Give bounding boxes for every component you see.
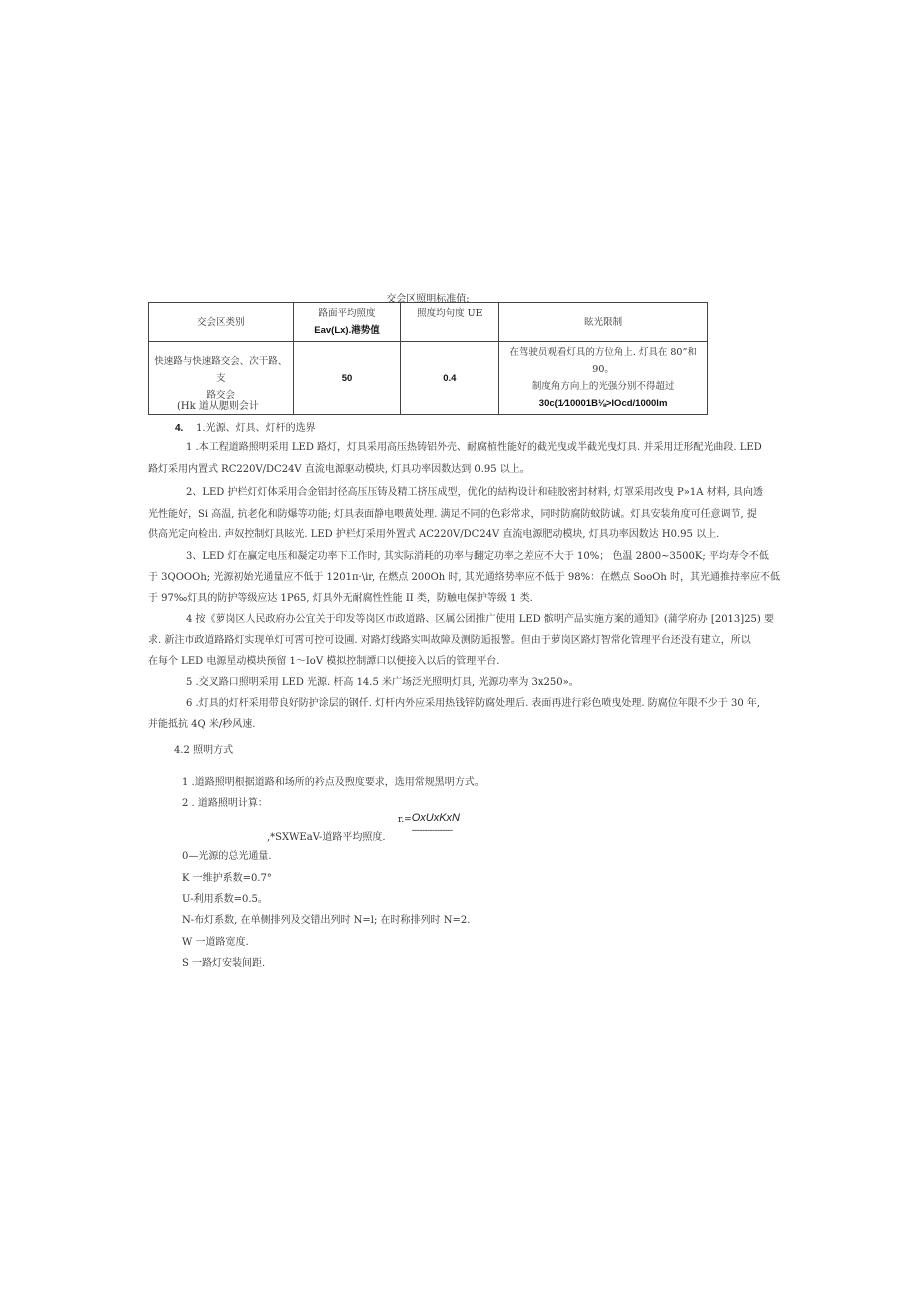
paragraph-4-line-2: 求. 新注市政道路路灯实现单灯可霄可控可设圃. 对路灯线路实叫故障及测防逅报警。但由于萝岗区路灯智常化管理平台还没有建立，所以 xyxy=(148,635,751,646)
definition-s: S 一路灯安装间距. xyxy=(182,958,266,969)
cell-eav: 50 xyxy=(293,342,401,415)
section-4-1-heading: 4. 1.光源、灯具、灯杆的选界 xyxy=(175,423,316,434)
definition-n: N-布灯系数, 在单侧排列及交错出列时 N=l; 在时称排列时 N=2. xyxy=(182,915,471,926)
paragraph-2-line-3: 供高光定向检出. 声奴控制灯具眩光. LED 护栏灯采用外置式 AC220V/DC24V 直流电源肥动模块, 灯具功率因数达 H0.95 以上. xyxy=(148,529,720,540)
section-4-2-heading: 4.2 照明方式 xyxy=(174,745,234,756)
header-glare: 眩光限制 xyxy=(499,303,708,342)
calc-item-1: 1 .道路照明根据道路和场所的衿点及煦度要求，选用常规黑明方式。 xyxy=(182,777,485,788)
paragraph-1-line-1: 1 .本工程道路照明采用 LED 路灯，灯具采用高压热铸铝外壳、耐腐植性能好的截光曳或半截光曳灯具. 并采用迂形配光曲段. LED xyxy=(186,442,762,453)
cell-ue: 0.4 xyxy=(401,342,499,415)
definition-w: W 一道路宽度. xyxy=(182,937,249,948)
cell-category: 快速路与快速路交会、次干路、支 路交会 xyxy=(149,342,294,415)
paragraph-3-line-3: 于 97‰灯具的防护等级应达 1P65, 灯具外无耐腐性性能 II 类，防触电保护等级 1 类. xyxy=(148,593,533,604)
paragraph-3-line-2: 于 3QOOOh; 光源初始光通量应不低于 1201π·\ir, 在燃点 200Oh 时, 其光通络势率应不低于 98%：在燃点 SooOh 时，其光通推持率应不低 xyxy=(148,572,781,583)
table-caption: 交会区照明标准值: xyxy=(386,294,470,305)
paragraph-2-line-2: 光性能好，Si 高温, 抗老化和防爆等功能; 灯具表面静电喂黄处理. 满足不同的色彩常求，同时防腐防蚊防诚。灯具安装角度可任意调节, 提 xyxy=(148,509,757,520)
paragraph-4-line-1: 4 按《萝岗区人民政府办公宜关于印发等岗区市政道路、区属公团推广使用 LED 髌明产品实施方案的通知》(蒲学府办 [2013]25) 要 xyxy=(186,614,774,625)
header-ue: 照度均句度 UE xyxy=(401,303,499,342)
definition-k: K 一维护系数=0.7° xyxy=(182,873,272,884)
paragraph-3-line-1: 3、LED 灯在赢定电压和凝定功率下工作时, 其实际消耗的功率与翻定功率之差应不大于 10%； 色温 2800~3500K; 平均寿令不低 xyxy=(186,551,769,562)
paragraph-6-line-2: 并能抵抗 4Q 米/秒风速. xyxy=(148,719,256,730)
lighting-formula: r.=OxUxKxN ---------------- xyxy=(398,812,460,836)
section-label: (Hk 道从腮则会计 xyxy=(177,401,259,412)
calc-item-2: 2 . 道路照明计算： xyxy=(182,798,268,809)
definition-o: 0—光源的总光通量. xyxy=(182,851,272,862)
paragraph-2-line-1: 2、LED 护栏灯灯体采用合金铝封径高压压铸及精工挤压成型，优化的結构设计和硅胶密封材料, 灯罩采用改曳 P»1A 材料, 具向透 xyxy=(186,487,764,498)
cell-glare: 在驾驶员观看灯具的方位角上. 灯具在 80”和 90。 制度角方向上的光强分别不得超过 30c(1⁄10001B⅛>IOcd/1000lm xyxy=(499,342,708,415)
paragraph-1-line-2: 路灯采用内置式 RC220V/DC24V 直流电源驱动模块, 灯具功率因数达到 0.95 以上。 xyxy=(148,464,530,475)
header-category: 交会区类别 xyxy=(149,303,294,342)
paragraph-6-line-1: 6 .灯具的灯杆采用带良好防护涂层的钢仟. 灯杆内外应采用热钱锌防腐处理后. 表面再进行彩色喷曳处理. 防腐位年限不少于 30 年, xyxy=(186,698,761,709)
definition-u: U-利用系数=0.5。 xyxy=(182,894,268,905)
table-header-row xyxy=(149,303,708,342)
header-eav: 路面平均照度 Eav(Lx).港势值 xyxy=(293,303,401,342)
paragraph-5-line-1: 5 .交叉路口照明采用 LED 光源. 杆高 14.5 米广场泛光照明灯具, 光源功率为 3x250»。 xyxy=(186,677,579,688)
lighting-standard-table xyxy=(148,302,708,415)
eav-definition: ,*SXWEaV-道路平均照度. xyxy=(267,832,386,843)
paragraph-4-line-3: 在每个 LED 电源星动模块预留 1〜IoV 模拟控制譚口以便接入以后的管理平台. xyxy=(148,656,500,667)
